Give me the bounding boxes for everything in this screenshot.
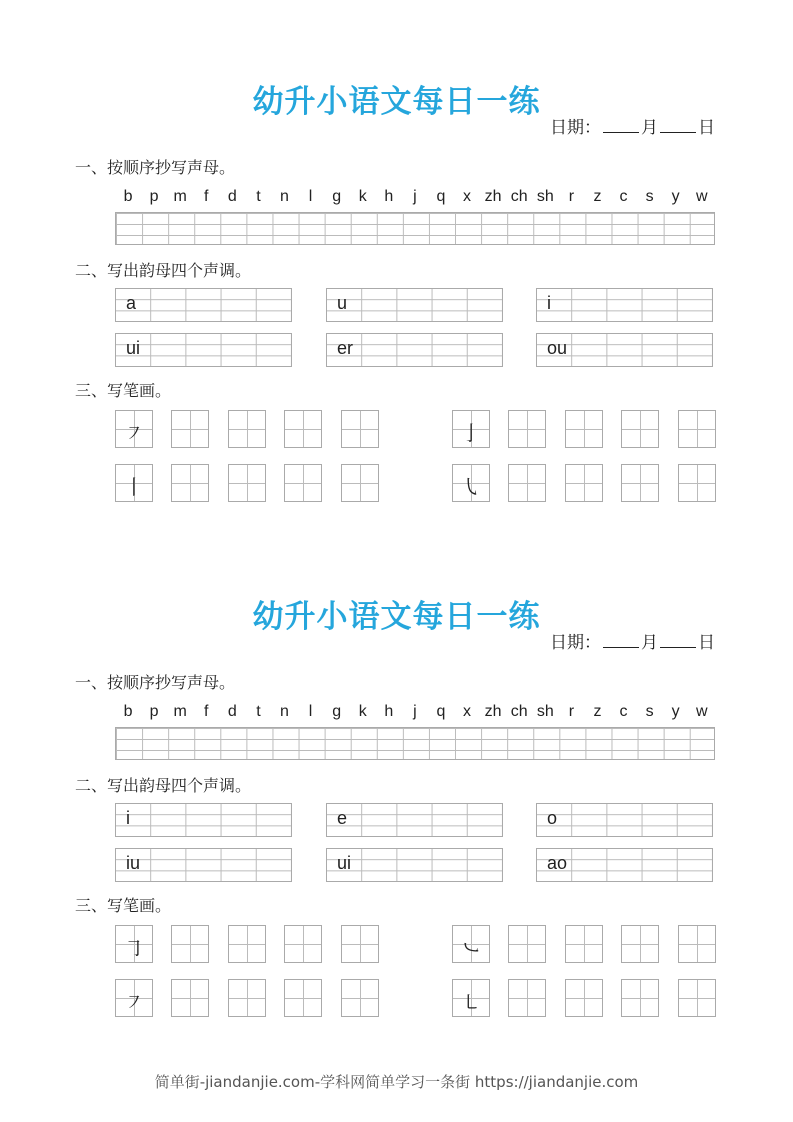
initial-letter: s	[645, 703, 654, 720]
stroke-tianzige-box[interactable]	[284, 925, 322, 963]
initial-letter: r	[568, 188, 575, 205]
initial-letter: l	[308, 188, 313, 205]
stroke-tianzige-box[interactable]	[508, 925, 546, 963]
worksheet-section	[0, 515, 793, 1030]
initial-letter: q	[436, 703, 446, 720]
stroke-sample: ㇇	[124, 421, 144, 445]
initial-letter: y	[671, 188, 680, 205]
question-1-heading: 一、按顺序抄写声母。	[75, 158, 236, 177]
initial-letter: zh	[484, 703, 502, 720]
initial-letter: t	[256, 703, 261, 720]
initial-letter: ch	[510, 703, 528, 720]
initial-letter: j	[413, 703, 417, 720]
stroke-tianzige-box[interactable]	[115, 979, 153, 1017]
stroke-tianzige-box[interactable]	[565, 464, 603, 502]
stroke-sample: 亅	[461, 421, 481, 445]
stroke-tianzige-box[interactable]	[284, 979, 322, 1017]
initial-letter: g	[332, 703, 342, 720]
final-label: ui	[337, 853, 352, 873]
stroke-tianzige-box[interactable]	[565, 979, 603, 1017]
month-label: 月	[641, 118, 658, 138]
stroke-tianzige-box[interactable]	[565, 925, 603, 963]
date-label: 日期：	[550, 118, 601, 138]
final-label: o	[547, 808, 558, 828]
initial-letter: d	[227, 188, 237, 205]
stroke-tianzige-box[interactable]	[171, 410, 209, 448]
final-writing-box[interactable]	[536, 803, 713, 837]
final-label: e	[337, 808, 348, 828]
stroke-tianzige-box[interactable]	[508, 410, 546, 448]
initial-letter: f	[204, 188, 209, 205]
final-label: er	[337, 338, 354, 358]
stroke-tianzige-box[interactable]	[341, 925, 379, 963]
initial-letter: b	[123, 703, 133, 720]
initial-letter: f	[204, 703, 209, 720]
stroke-tianzige-box[interactable]	[621, 410, 659, 448]
initial-letter: h	[384, 703, 394, 720]
stroke-sample: 丨	[124, 475, 144, 499]
stroke-tianzige-box[interactable]	[115, 464, 153, 502]
stroke-tianzige-box[interactable]	[678, 464, 716, 502]
day-label: 日	[698, 633, 715, 653]
initial-letter: c	[619, 188, 628, 205]
final-label: iu	[126, 853, 141, 873]
stroke-sample: ㇂	[461, 475, 481, 499]
stroke-tianzige-box[interactable]	[508, 464, 546, 502]
initial-letter: x	[463, 703, 472, 720]
stroke-tianzige-box[interactable]	[228, 464, 266, 502]
initial-letter: h	[384, 188, 394, 205]
stroke-tianzige-box[interactable]	[228, 979, 266, 1017]
final-writing-box[interactable]	[115, 288, 292, 322]
final-label: i	[547, 293, 551, 313]
initial-letter: p	[149, 703, 159, 720]
stroke-tianzige-box[interactable]	[341, 410, 379, 448]
stroke-sample: ㇇	[124, 990, 144, 1014]
worksheet-title: 幼升小语文每日一练	[252, 84, 541, 120]
initial-letter: ch	[510, 188, 528, 205]
final-writing-box[interactable]	[326, 848, 503, 882]
initial-letter: s	[645, 188, 654, 205]
final-writing-box[interactable]	[326, 288, 503, 322]
month-blank	[603, 633, 639, 648]
initial-letter: z	[593, 188, 602, 205]
question-3-heading: 三、写笔画。	[75, 896, 172, 915]
footer-text: 简单街-jiandanjie.com-学科网简单学习一条街 https://jiandanjie.com	[154, 1073, 639, 1091]
stroke-tianzige-box[interactable]	[678, 410, 716, 448]
worksheet-title: 幼升小语文每日一练	[252, 599, 541, 635]
stroke-tianzige-box[interactable]	[284, 464, 322, 502]
initial-letter: n	[280, 188, 289, 205]
final-writing-box[interactable]	[115, 803, 292, 837]
day-blank	[660, 118, 696, 133]
stroke-tianzige-box[interactable]	[621, 979, 659, 1017]
final-label: ou	[547, 338, 568, 358]
stroke-tianzige-box[interactable]	[678, 925, 716, 963]
final-writing-box[interactable]	[536, 333, 713, 367]
stroke-tianzige-box[interactable]	[341, 979, 379, 1017]
stroke-tianzige-box[interactable]	[115, 410, 153, 448]
stroke-tianzige-box[interactable]	[452, 925, 490, 963]
date-field	[550, 628, 715, 653]
initial-letter: w	[695, 188, 708, 205]
final-label: ui	[126, 338, 141, 358]
initial-letter: c	[619, 703, 628, 720]
final-writing-box[interactable]	[115, 333, 292, 367]
stroke-tianzige-box[interactable]	[171, 464, 209, 502]
initial-letter: p	[149, 188, 159, 205]
initial-letter: z	[593, 703, 602, 720]
initial-letter: g	[332, 188, 342, 205]
initial-letter: l	[308, 703, 313, 720]
day-blank	[660, 633, 696, 648]
initial-letter: m	[173, 703, 187, 720]
initial-letter: n	[280, 703, 289, 720]
stroke-tianzige-box[interactable]	[508, 979, 546, 1017]
initial-letter: d	[227, 703, 237, 720]
initial-letter: q	[436, 188, 446, 205]
initial-letter: w	[695, 703, 708, 720]
initial-letter: y	[671, 703, 680, 720]
initial-letter: b	[123, 188, 133, 205]
stroke-tianzige-box[interactable]	[452, 410, 490, 448]
stroke-tianzige-box[interactable]	[621, 464, 659, 502]
initial-letter: r	[568, 703, 575, 720]
initials-writing-grid[interactable]	[115, 212, 715, 245]
stroke-tianzige-box[interactable]	[341, 464, 379, 502]
stroke-tianzige-box[interactable]	[565, 410, 603, 448]
initial-letter: t	[256, 188, 261, 205]
initial-letter: j	[413, 188, 417, 205]
question-3-heading: 三、写笔画。	[75, 381, 172, 400]
worksheet-section	[0, 0, 793, 515]
stroke-tianzige-box[interactable]	[284, 410, 322, 448]
stroke-tianzige-box[interactable]	[171, 979, 209, 1017]
stroke-sample: ㇄	[461, 990, 481, 1014]
question-2-heading: 二、写出韵母四个声调。	[75, 261, 252, 280]
question-1-heading: 一、按顺序抄写声母。	[75, 673, 236, 692]
stroke-tianzige-box[interactable]	[452, 979, 490, 1017]
final-label: a	[126, 293, 137, 313]
question-2-heading: 二、写出韵母四个声调。	[75, 776, 252, 795]
final-writing-box[interactable]	[326, 803, 503, 837]
stroke-tianzige-box[interactable]	[452, 464, 490, 502]
stroke-tianzige-box[interactable]	[678, 979, 716, 1017]
initial-letter: k	[358, 703, 367, 720]
final-writing-box[interactable]	[536, 288, 713, 322]
month-label: 月	[641, 633, 658, 653]
final-writing-box[interactable]	[326, 333, 503, 367]
day-label: 日	[698, 118, 715, 138]
final-writing-box[interactable]	[536, 848, 713, 882]
initial-letter: k	[358, 188, 367, 205]
initial-letter: m	[173, 188, 187, 205]
initials-row	[115, 703, 715, 721]
stroke-tianzige-box[interactable]	[228, 410, 266, 448]
initial-letter: x	[463, 188, 472, 205]
stroke-tianzige-box[interactable]	[115, 925, 153, 963]
stroke-tianzige-box[interactable]	[228, 925, 266, 963]
initial-letter: sh	[536, 703, 554, 720]
initial-letter: zh	[484, 188, 502, 205]
final-label: i	[126, 808, 130, 828]
final-label: u	[337, 293, 348, 313]
initials-row	[115, 188, 715, 206]
final-label: ao	[547, 853, 568, 873]
initial-letter: sh	[536, 188, 554, 205]
final-writing-box[interactable]	[115, 848, 292, 882]
stroke-tianzige-box[interactable]	[621, 925, 659, 963]
stroke-sample: ㇆	[124, 936, 144, 960]
date-label: 日期：	[550, 633, 601, 653]
date-field	[550, 113, 715, 138]
initials-writing-grid[interactable]	[115, 727, 715, 760]
stroke-tianzige-box[interactable]	[171, 925, 209, 963]
stroke-sample: ㇃	[461, 936, 481, 960]
month-blank	[603, 118, 639, 133]
